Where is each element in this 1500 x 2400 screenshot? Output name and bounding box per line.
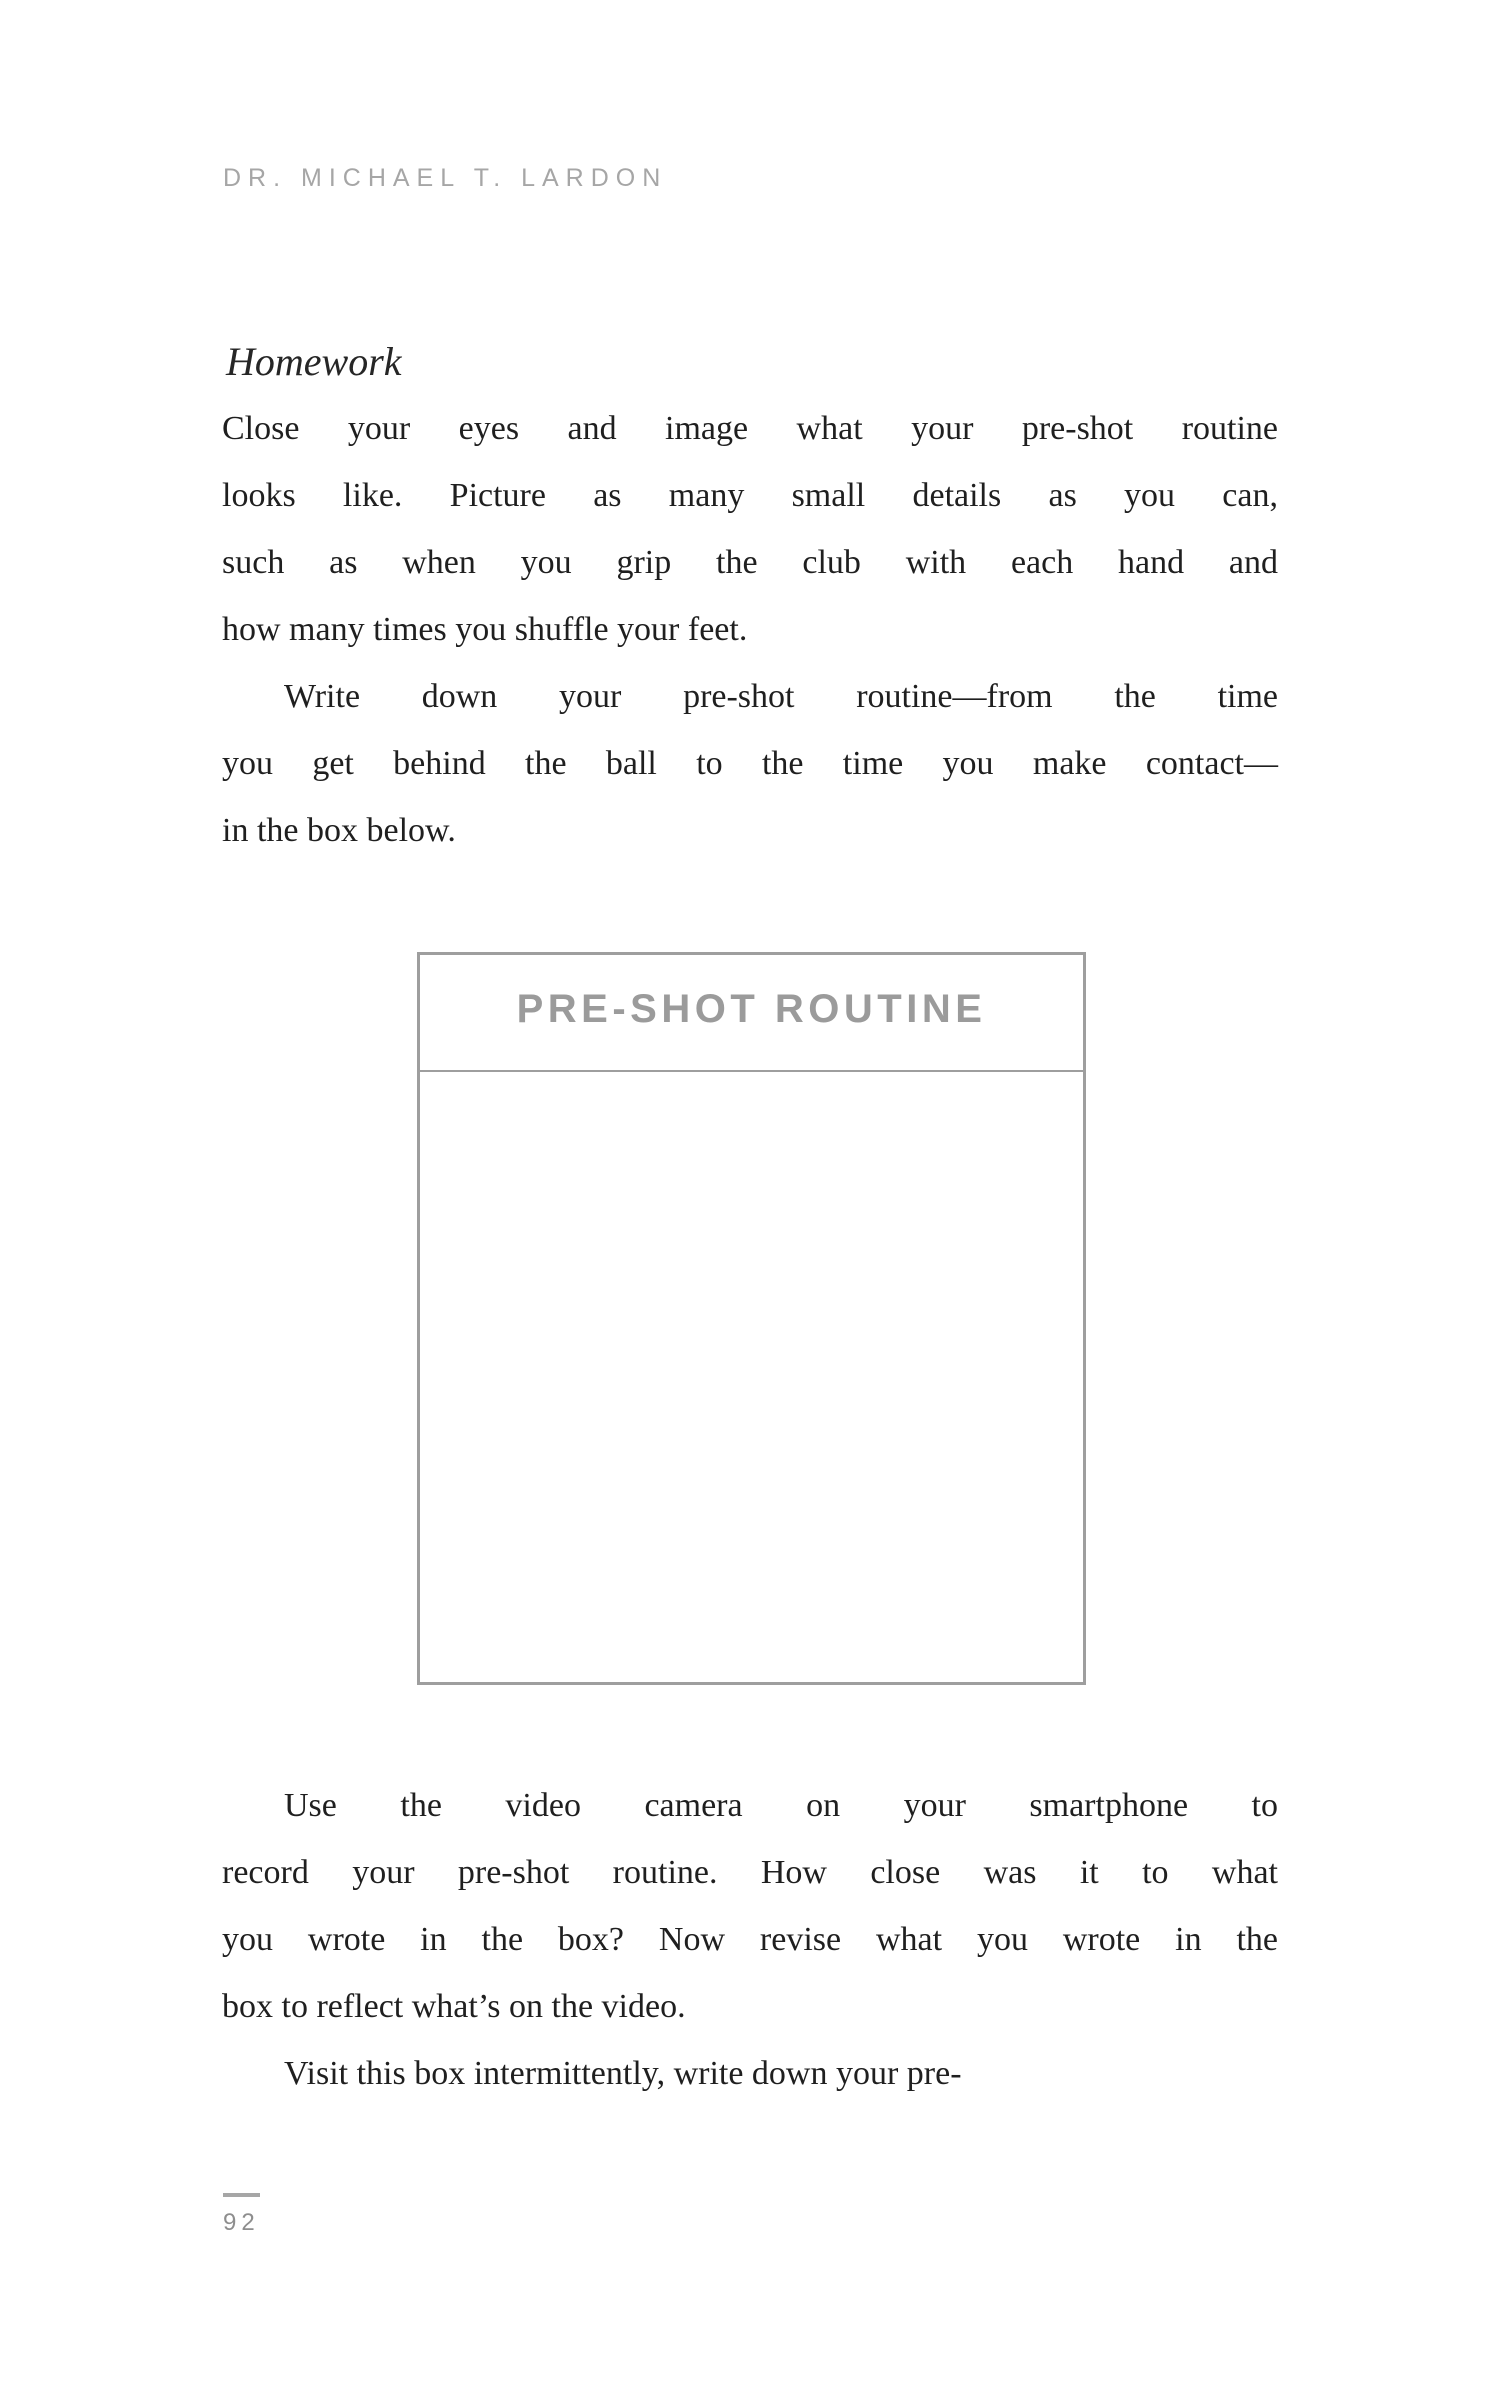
body-line: how many times you shuffle your feet. bbox=[222, 611, 748, 648]
pre-shot-routine-box-header bbox=[420, 955, 1083, 1072]
body-line: Use the video camera on your smartphone to bbox=[284, 1787, 1278, 1824]
pre-shot-routine-box bbox=[417, 952, 1086, 1685]
body-line: looks like. Picture as many small details as you can, bbox=[222, 477, 1278, 514]
pre-shot-routine-writing-area bbox=[420, 1072, 1083, 1683]
paragraph-1 bbox=[222, 395, 1278, 663]
body-line: Close your eyes and image what your pre-shot routine bbox=[222, 410, 1278, 447]
body-line: in the box below. bbox=[222, 812, 456, 849]
paragraph-3 bbox=[222, 1772, 1278, 2040]
pre-shot-routine-title: PRE-SHOT ROUTINE bbox=[516, 987, 987, 1031]
body-line: Write down your pre-shot routine—from the time bbox=[284, 678, 1278, 715]
paragraph-4 bbox=[222, 2040, 1278, 2107]
body-line: you wrote in the box? Now revise what you wrote in the bbox=[222, 1921, 1278, 1958]
body-line: such as when you grip the club with each hand and bbox=[222, 544, 1278, 581]
footer-rule bbox=[223, 2193, 260, 2197]
body-line: Visit this box intermittently, write down your pre- bbox=[284, 2055, 962, 2092]
running-header: DR. MICHAEL T. LARDON bbox=[223, 164, 668, 192]
page-number: 92 bbox=[223, 2209, 260, 2236]
body-line: record your pre-shot routine. How close was it to what bbox=[222, 1854, 1278, 1891]
body-line: you get behind the ball to the time you make contact— bbox=[222, 745, 1278, 782]
section-heading-homework: Homework bbox=[226, 339, 402, 384]
body-line: box to reflect what’s on the video. bbox=[222, 1988, 686, 2025]
paragraph-2 bbox=[222, 663, 1278, 864]
